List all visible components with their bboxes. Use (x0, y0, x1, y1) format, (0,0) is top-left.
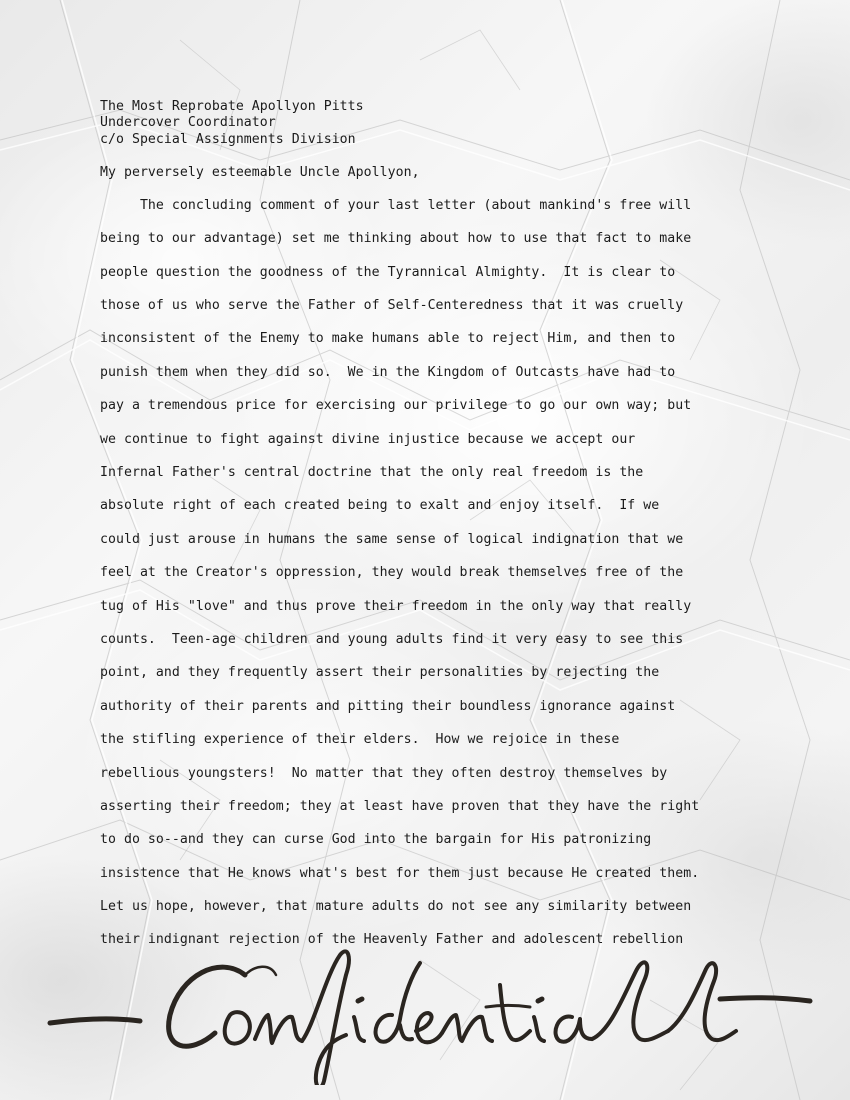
recipient-title: Undercover Coordinator (100, 115, 276, 131)
recipient-division: c/o Special Assignments Division (100, 131, 356, 147)
body-line: could just arouse in humans the same sense of logical indignation that we (100, 531, 684, 547)
body-line: feel at the Creator's oppression, they would break themselves free of the (100, 565, 684, 581)
recipient-name: The Most Reprobate Apollyon Pitts (100, 99, 364, 114)
body-line: The concluding comment of your last letter (about mankind's free will (100, 197, 692, 213)
letter-document (100, 99, 780, 966)
body-line: tug of His "love" and thus prove their freedom in the only way that really (100, 598, 692, 614)
letter-body (100, 198, 780, 966)
body-line: authority of their parents and pitting their boundless ignorance against (100, 698, 676, 714)
confidential-stamp (40, 935, 820, 1085)
body-line: asserting their freedom; they at least have proven that they have the right (100, 798, 700, 814)
body-line: the stifling experience of their elders. How we rejoice in these (100, 732, 620, 748)
body-line: punish them when they did so. We in the Kingdom of Outcasts have had to (100, 364, 676, 380)
recipient-address-block (100, 99, 780, 148)
body-line: point, and they frequently assert their personalities by rejecting the (100, 665, 660, 681)
confidential-script-image (40, 935, 820, 1085)
body-line: their indignant rejection of the Heavenly Father and adolescent rebellion (100, 932, 684, 948)
body-line: Let us hope, however, that mature adults do not see any similarity between (100, 899, 692, 915)
body-line: to do so--and they can curse God into the bargain for His patronizing (100, 832, 652, 848)
body-line: Infernal Father's central doctrine that the only real freedom is the (100, 465, 644, 481)
body-line: rebellious youngsters! No matter that they often destroy themselves by (100, 765, 668, 781)
body-line: pay a tremendous price for exercising our privilege to go our own way; but (100, 398, 692, 414)
body-line: absolute right of each created being to exalt and enjoy itself. If we (100, 498, 660, 514)
body-line: we continue to fight against divine injustice because we accept our (100, 431, 636, 447)
body-line: being to our advantage) set me thinking about how to use that fact to make (100, 231, 692, 247)
body-line: those of us who serve the Father of Self-Centeredness that it was cruelly (100, 298, 684, 314)
body-line: counts. Teen-age children and young adults find it very easy to see this (100, 631, 684, 647)
body-line: insistence that He knows what's best for them just because He created them. (100, 865, 700, 881)
body-line: inconsistent of the Enemy to make humans able to reject Him, and then to (100, 331, 676, 347)
salutation: My perversely esteemable Uncle Apollyon, (100, 164, 420, 180)
body-line: people question the goodness of the Tyrannical Almighty. It is clear to (100, 264, 676, 280)
